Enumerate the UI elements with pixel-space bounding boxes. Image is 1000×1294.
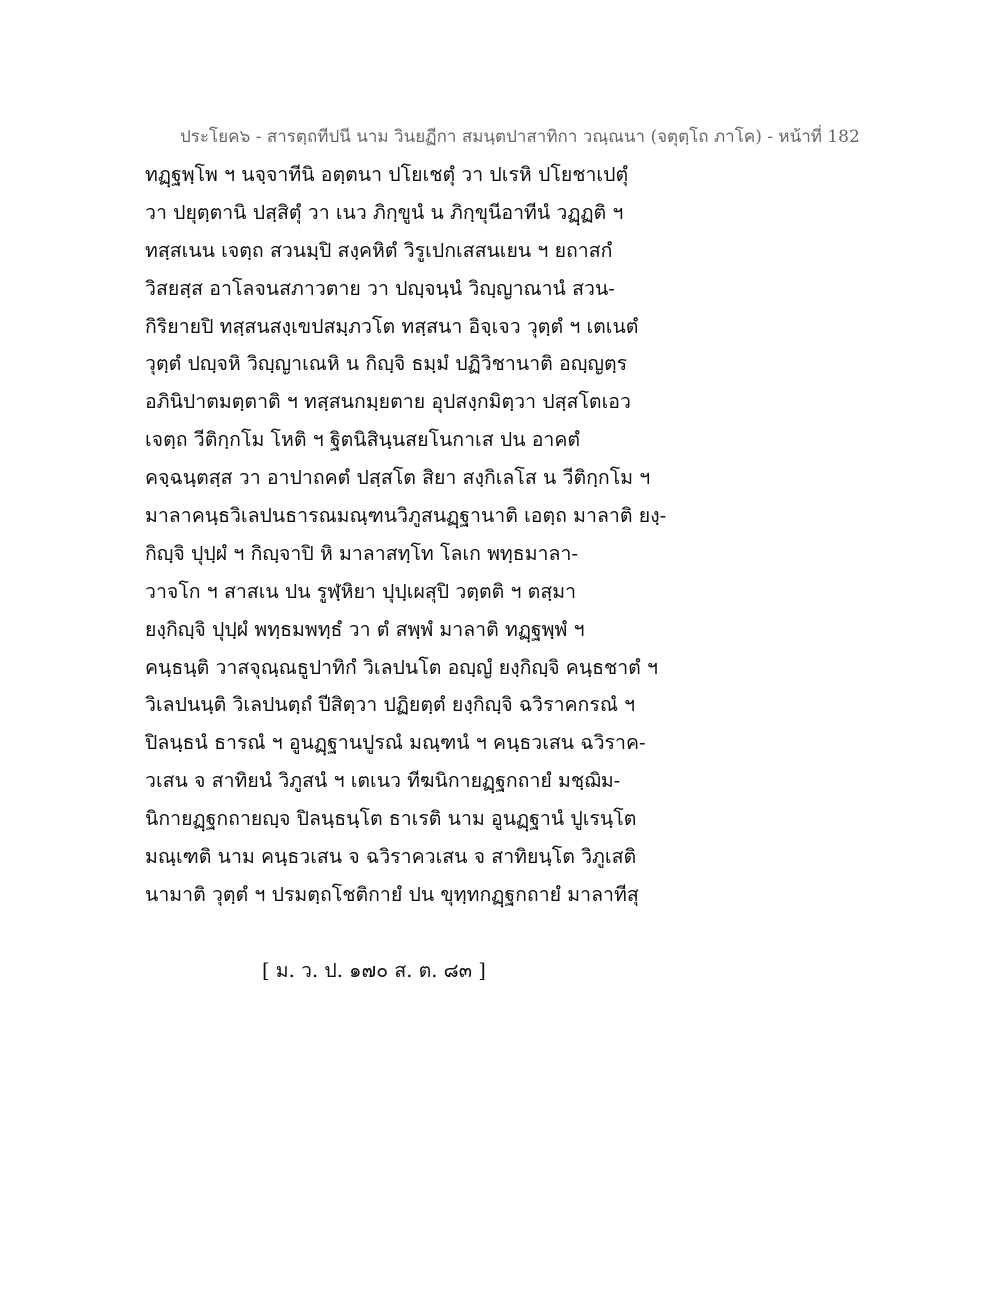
source-reference: [ ม. ว. ป. ๑๗๐ ส. ต. ๘๓ ] — [262, 959, 486, 982]
text-line: ทฏฺฐพฺโพ ฯ นจฺจาทีนิ อตฺตนา ปโยเชตุํ วา ปเรหิ ปโยชาเปตุํ — [145, 163, 629, 186]
body-text — [145, 156, 705, 914]
text-line: วิเลปนนฺติ วิเลปนตฺถํ ปีสิตฺวา ปฏิยตฺตํ ยงฺกิญฺจิ ฉวิราคกรณํ ฯ — [145, 693, 636, 717]
text-line: วเสน จ สาทิยนํ วิภูสนํ ฯ เตเนว ทีฆนิกายฏฺฐกถายํ มชฺฌิม- — [145, 769, 621, 793]
text-line: นามาติ วุตฺตํ ฯ ปรมตฺถโชติกายํ ปน ขุทฺทกฏฺฐกถายํ มาลาทีสุ — [145, 882, 639, 906]
text-line: วาจโก ฯ สาสเน ปน รูฬฺหิยา ปุปฺเผสุปิ วตฺตติ ฯ ตสฺมา — [145, 579, 577, 603]
text-line: กิริยายปิ ทสฺสนสงฺเขปสมฺภวโต ทสฺสนา อิจฺเจว วุตฺตํ ฯ เตเนตํ — [145, 314, 639, 338]
text-line: ปิลนฺธนํ ธารณํ ฯ อูนฏฺฐานปูรณํ มณฺฑนํ ฯ คนฺธวเสน ฉวิราค- — [145, 731, 646, 755]
text-line: คนฺธนฺติ วาสจุณฺณธูปาทิกํ วิเลปนโต อญฺญํ ยงฺกิญฺจิ คนฺธชาตํ ฯ — [145, 655, 658, 679]
text-line: มณฺเฑติ นาม คนฺธวเสน จ ฉวิราควเสน จ สาทิยนฺโต วิภูเสติ — [145, 845, 637, 869]
text-line: วิสยสฺส อาโลจนสภาวตาย วา ปญฺจนฺนํ วิญฺญาณานํ สวน- — [145, 276, 615, 300]
text-line: มาลาคนฺธวิเลปนธารณมณฺฑนวิภูสนฏฺฐานาติ เอตฺถ มาลาติ ยงฺ- — [145, 504, 667, 528]
text-line: วา ปยุตฺตานิ ปสฺสิตุํ วา เนว ภิกฺขูนํ น ภิกฺขุนีอาทีนํ วฏฺฏติ ฯ — [145, 200, 624, 224]
text-line: เจตฺถ วีติกฺกโม โหติ ฯ ฐิตนิสินฺนสยโนกาเส ปน อาคตํ — [145, 428, 581, 452]
text-line: นิกายฏฺฐกถายญฺจ ปิลนฺธนฺโต ธาเรติ นาม อูนฏฺฐานํ ปูเรนฺโต — [145, 807, 637, 831]
text-line: ยงฺกิญฺจิ ปุปฺผํ พทฺธมพทฺธํ วา ตํ สพฺพํ มาลาติ ทฏฺฐพฺพํ ฯ — [145, 617, 585, 641]
text-line: คจฺฉนฺตสฺส วา อาปาถคตํ ปสฺสโต สิยา สงฺกิเลโส น วีติกฺกโม ฯ — [145, 466, 651, 490]
text-line: วุตฺตํ ปญฺจหิ วิญฺญาเณหิ น กิญฺจิ ธมฺมํ ปฏิวิชานาติ อญฺญตฺร — [145, 352, 628, 376]
text-line: ทสฺสเนน เจตฺถ สวนมฺปิ สงฺคหิตํ วิรูเปกเสสนเยน ฯ ยถาสกํ — [145, 238, 613, 262]
page-header: ประโยค๖ - สารตฺถทีปนี นาม วินยฏีกา สมนฺตปาสาทิกา วณฺณนา (จตุตฺโถ ภาโค) - หน้าที่ 182 — [180, 127, 860, 147]
text-line: อภินิปาตมตฺตาติ ฯ ทสฺสนกมฺยตาย อุปสงฺกมิตฺวา ปสฺสโตเอว — [145, 390, 631, 414]
text-line: กิญฺจิ ปุปฺผํ ฯ กิญฺจาปิ หิ มาลาสทฺโท โลเก พทฺธมาลา- — [145, 541, 578, 565]
